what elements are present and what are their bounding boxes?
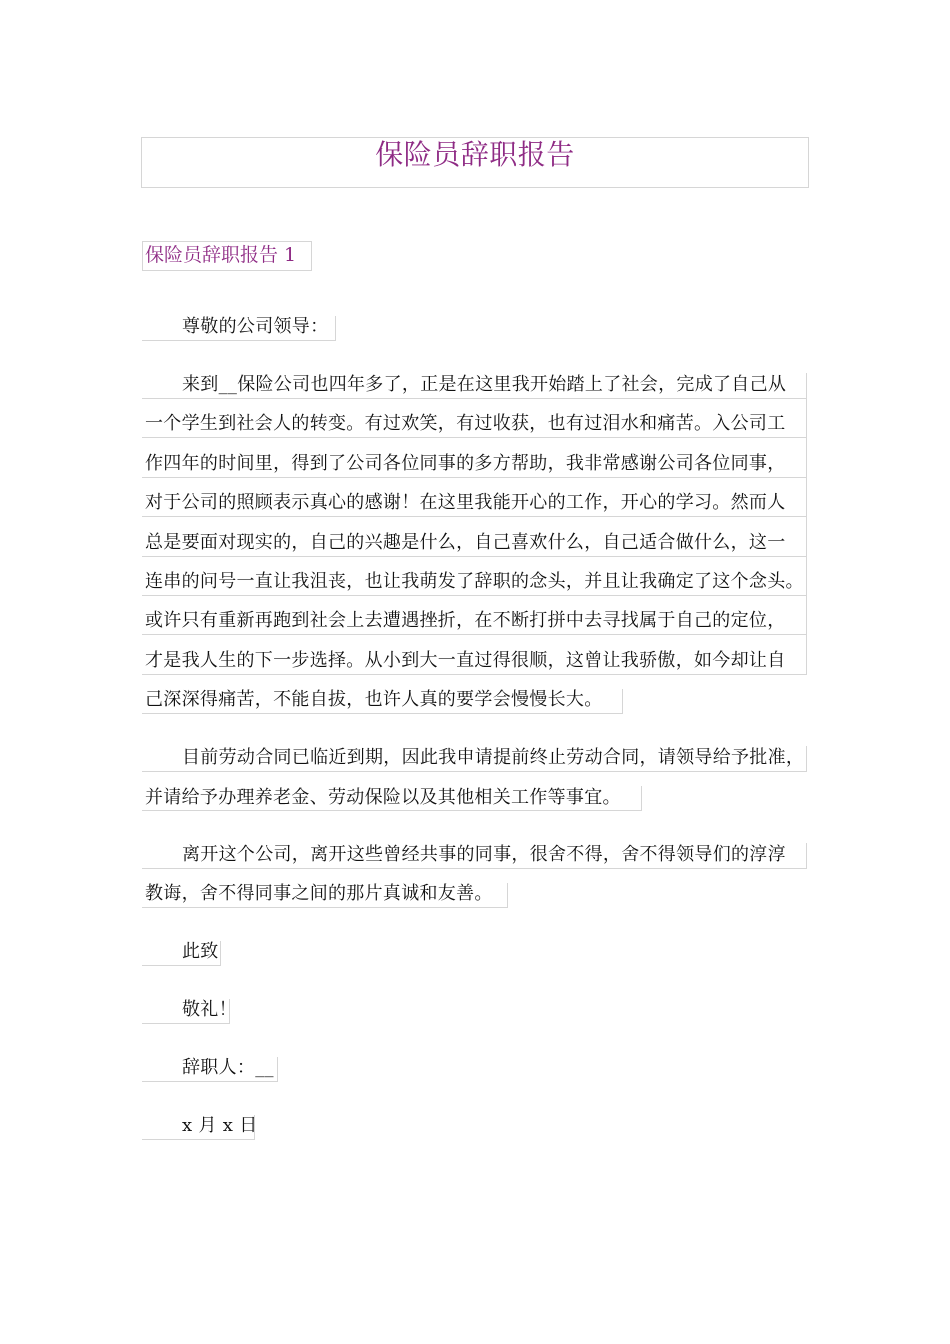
paragraph-line: 总是要面对现实的，自己的兴趣是什么，自己喜欢什么，自己适合做什么，这一: [145, 532, 786, 553]
paragraph-line: 连串的问号一直让我沮丧，也让我萌发了辞职的念头，并且让我确定了这个念头。: [145, 571, 804, 592]
line-rule: [142, 907, 508, 908]
line-rule: [507, 883, 508, 908]
line-rule: [142, 1081, 278, 1082]
closing-line: 敬礼！: [182, 999, 237, 1020]
line-rule: [806, 843, 807, 869]
paragraph-line: 一个学生到社会人的转变。有过欢笑，有过收获，也有过泪水和痛苦。入公司工: [145, 413, 786, 434]
paragraph-line: 才是我人生的下一步选择。从小到大一直过得很顺，这曾让我骄傲，如今却让自: [145, 650, 786, 671]
line-rule: [254, 1115, 255, 1140]
paragraph-line: 目前劳动合同已临近到期，因此我申请提前终止劳动合同，请领导给予批准，: [182, 747, 805, 768]
closing-line: 此致: [182, 941, 219, 962]
signature-line: 辞职人：__: [182, 1057, 274, 1078]
line-rule: [277, 1057, 278, 1082]
line-rule: [142, 477, 807, 478]
line-rule: [229, 999, 230, 1024]
line-rule: [641, 786, 642, 811]
section-heading: 保险员辞职报告 1: [145, 244, 297, 266]
line-rule: [142, 437, 807, 438]
line-rule: [142, 713, 623, 714]
line-rule: [142, 771, 807, 772]
line-rule: [622, 689, 623, 714]
line-rule: [142, 398, 807, 399]
paragraph-line: 来到__保险公司也四年多了，正是在这里我开始踏上了社会，完成了自己从: [182, 374, 787, 395]
salutation: 尊敬的公司领导：: [182, 316, 329, 337]
paragraph-line: 离开这个公司，离开这些曾经共事的同事，很舍不得，舍不得领导们的淳淳: [182, 844, 786, 865]
line-rule: [142, 868, 807, 869]
line-rule: [220, 941, 221, 966]
line-rule: [142, 1023, 230, 1024]
line-rule: [142, 634, 807, 635]
line-rule: [142, 556, 807, 557]
line-rule: [142, 1139, 255, 1140]
paragraph-line: 教诲，舍不得同事之间的那片真诚和友善。: [145, 883, 493, 904]
paragraph-line: 对于公司的照顾表示真心的感谢！在这里我能开心的工作，开心的学习。然而人: [145, 492, 786, 513]
paragraph-line: 或许只有重新再跑到社会上去遭遇挫折，在不断打拼中去寻找属于自己的定位，: [145, 610, 786, 631]
line-rule: [335, 316, 336, 341]
line-rule: [142, 340, 336, 341]
line-rule: [142, 965, 221, 966]
paragraph-line: 并请给予办理养老金、劳动保险以及其他相关工作等事宜。: [145, 787, 621, 808]
line-rule: [142, 810, 642, 811]
paragraph-line: 己深深得痛苦，不能自拔，也许人真的要学会慢慢长大。: [145, 689, 603, 710]
line-rule: [142, 516, 807, 517]
line-rule: [806, 373, 807, 675]
line-rule: [806, 746, 807, 772]
paragraph-line: 作四年的时间里，得到了公司各位同事的多方帮助，我非常感谢公司各位同事，: [145, 453, 786, 474]
line-rule: [142, 674, 807, 675]
date-line: x 月 x 日: [182, 1115, 258, 1136]
line-rule: [142, 595, 807, 596]
document-title: 保险员辞职报告: [375, 138, 575, 171]
